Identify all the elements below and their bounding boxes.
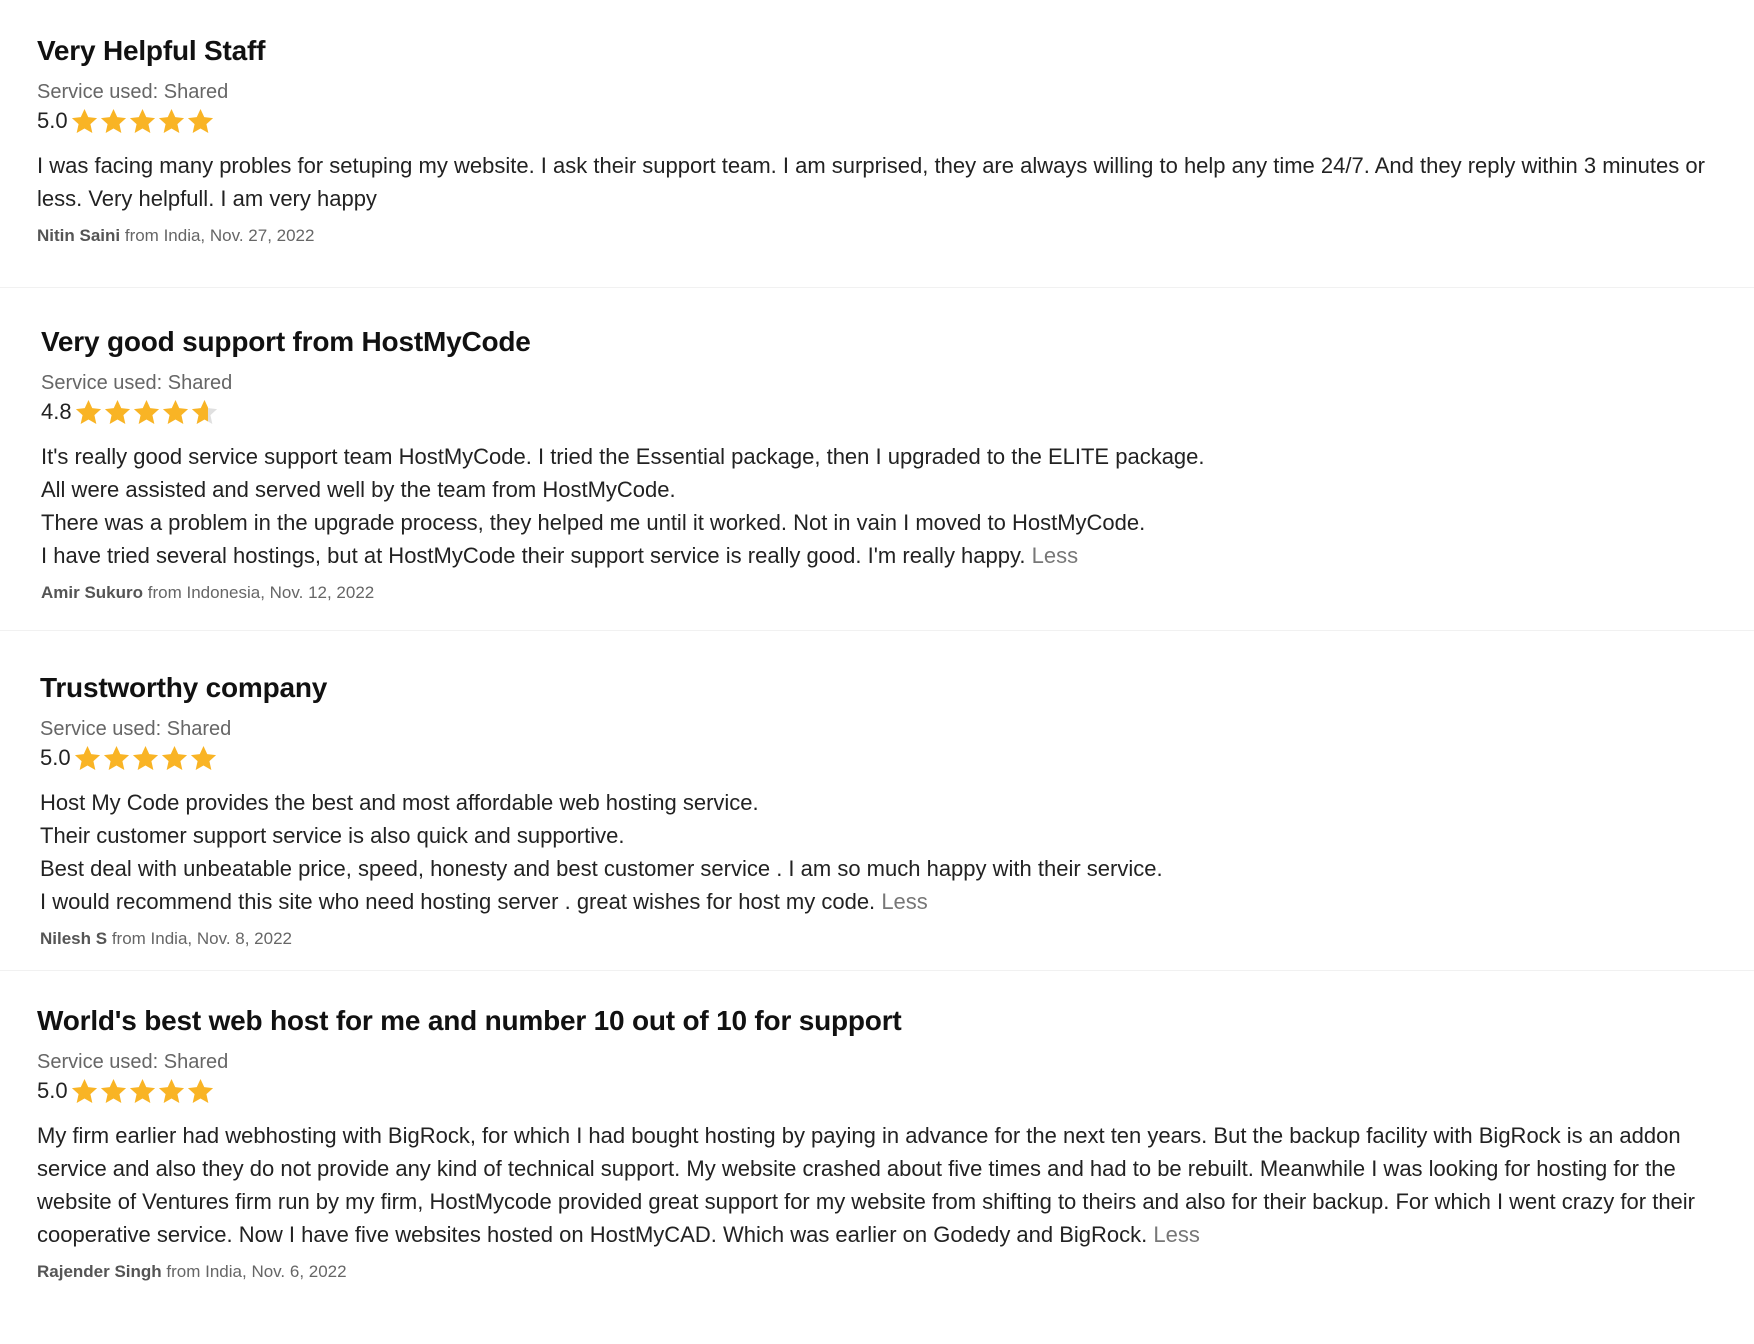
star-icon [73, 744, 102, 772]
star-icon [99, 1077, 128, 1105]
review-card [41, 324, 1730, 605]
review-text-last [41, 539, 1730, 572]
review-body [37, 1119, 1730, 1251]
star-icon [99, 107, 128, 135]
star-icon [131, 744, 160, 772]
star-icon [103, 398, 132, 426]
divider [0, 970, 1754, 971]
less-link[interactable]: Less [1153, 1222, 1200, 1247]
review-card [40, 670, 1730, 951]
author-meta: from Indonesia, Nov. 12, 2022 [143, 583, 375, 602]
service-used [41, 370, 1730, 396]
author-name: Nilesh S [40, 929, 108, 948]
star-icon [70, 1077, 99, 1105]
service-used-value: Shared [166, 718, 232, 740]
star-icon [102, 744, 131, 772]
review-card [37, 33, 1730, 248]
star-rating [70, 107, 215, 135]
less-link[interactable]: Less [1031, 543, 1079, 568]
author-meta: from India, Nov. 6, 2022 [161, 1262, 347, 1281]
star-icon [160, 744, 189, 772]
review-title: Very good support from HostMyCode [41, 326, 531, 357]
review-author-line [40, 927, 1730, 951]
review-title: World's best web host for me and number 10 out of 10 for support [37, 1005, 902, 1036]
author-name: Rajender Singh [37, 1262, 162, 1281]
service-used-label: Service used: [40, 718, 167, 740]
review-body [41, 440, 1730, 572]
review-text: There was a problem in the upgrade process, they helped me until it worked. Not in vain I moved to HostMyCode. [41, 510, 1146, 535]
review-text-last [40, 885, 1730, 918]
service-used [40, 716, 1730, 742]
star-icon [70, 107, 99, 135]
author-name: Nitin Saini [37, 226, 121, 245]
service-used-label: Service used: [37, 81, 164, 103]
review-body [37, 149, 1730, 215]
star-rating [73, 744, 218, 772]
review-text: My firm earlier had webhosting with BigRock, for which I had bought hosting by paying in advance for the next ten years. But the backup facility with BigRock is an addon service and also they do not provide any kind of technical support. My website crashed about five times and had to be rebuilt. Meanwhile I was looking for hosting for the website of Ventures firm run by my firm, HostMycode provided great support for my website from shifting to theirs and also for their backup. For which I went crazy for their cooperative service. Now I have five websites hosted on HostMyCAD. Which was earlier on Godedy and BigRock. [37, 1123, 1696, 1247]
review-author-line [37, 224, 1730, 248]
rating [37, 1075, 1730, 1107]
review-text: All were assisted and served well by the team from HostMyCode. [41, 477, 676, 502]
star-icon [128, 1077, 157, 1105]
review-body [40, 786, 1730, 918]
review-title: Very Helpful Staff [37, 35, 266, 66]
star-icon [161, 398, 190, 426]
service-used-label: Service used: [37, 1051, 164, 1073]
star-icon [157, 107, 186, 135]
author-name: Amir Sukuro [41, 583, 144, 602]
rating-value: 5.0 [40, 745, 71, 770]
author-meta: from India, Nov. 27, 2022 [120, 226, 315, 245]
review-author-line [41, 581, 1730, 605]
review-text: Their customer support service is also quick and supportive. [40, 823, 625, 848]
star-rating [70, 1077, 215, 1105]
rating-value: 5.0 [37, 1078, 68, 1103]
review-text: It's really good service support team HostMyCode. I tried the Essential package, then I upgraded to the ELITE package. [41, 444, 1205, 469]
rating [41, 396, 1730, 428]
star-icon [186, 1077, 215, 1105]
divider [0, 630, 1754, 631]
rating [37, 105, 1730, 137]
review-text: I would recommend this site who need hosting server . great wishes for host my code. [40, 889, 876, 914]
review-text: I have tried several hostings, but at HostMyCode their support service is really good. I'm really happy. [41, 543, 1026, 568]
review-title: Trustworthy company [40, 672, 328, 703]
review-text: Best deal with unbeatable price, speed, honesty and best customer service . I am so much happy with their service. [40, 856, 1163, 881]
star-icon [74, 398, 103, 426]
service-used [37, 1049, 1730, 1075]
rating [40, 742, 1730, 774]
service-used [37, 79, 1730, 105]
less-link[interactable]: Less [881, 889, 928, 914]
star-icon [190, 398, 219, 426]
rating-value: 5.0 [37, 108, 68, 133]
review-text: Host My Code provides the best and most affordable web hosting service. [40, 790, 759, 815]
star-icon [128, 107, 157, 135]
star-rating [74, 398, 219, 426]
service-used-label: Service used: [41, 372, 168, 394]
service-used-value: Shared [163, 81, 229, 103]
star-icon [189, 744, 218, 772]
star-icon [186, 107, 215, 135]
service-used-value: Shared [163, 1051, 229, 1073]
review-author-line [37, 1260, 1730, 1284]
rating-value: 4.8 [41, 399, 72, 424]
star-icon [157, 1077, 186, 1105]
divider [0, 287, 1754, 288]
service-used-value: Shared [167, 372, 233, 394]
author-meta: from India, Nov. 8, 2022 [107, 929, 292, 948]
review-card [37, 1003, 1730, 1284]
review-text: I was facing many probles for setuping my website. I ask their support team. I am surprised, they are always willing to help any time 24/7. And they reply within 3 minutes or less. Very helpfull. I am very happy [37, 153, 1705, 211]
star-icon [132, 398, 161, 426]
